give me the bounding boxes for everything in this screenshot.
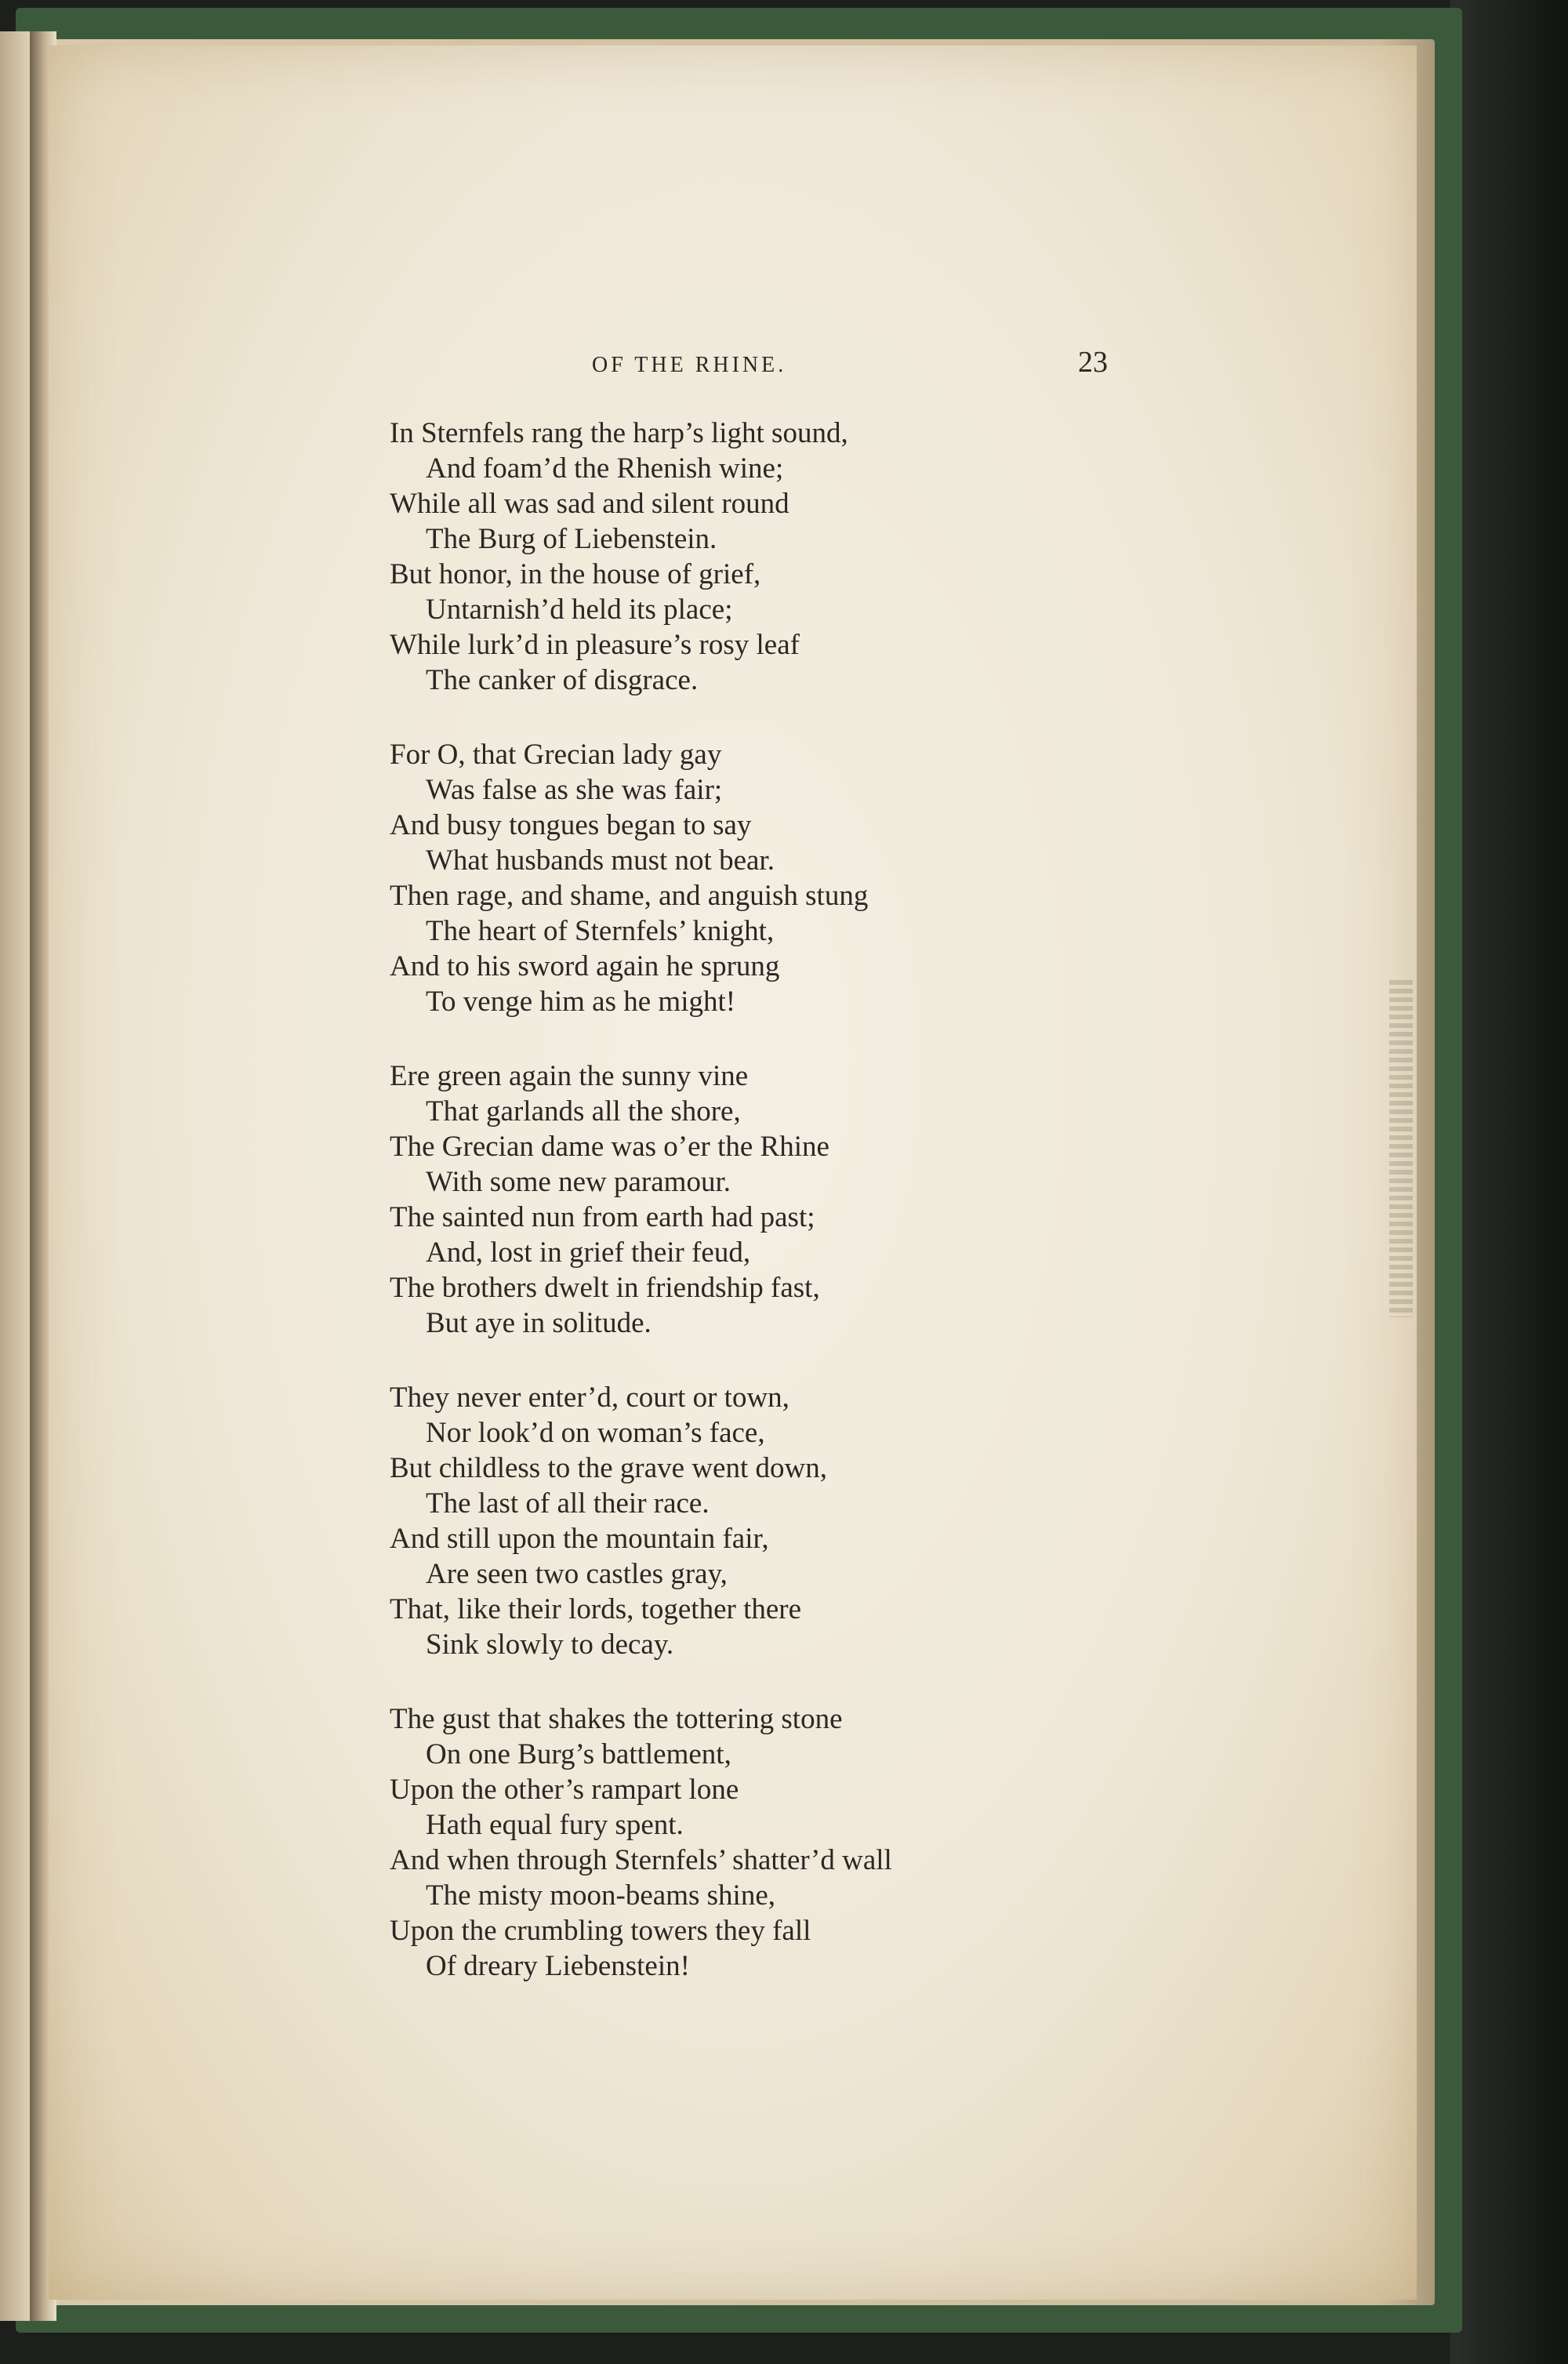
- stanza: [390, 737, 1095, 1019]
- poem-line: The sainted nun from earth had past;: [390, 1201, 815, 1233]
- poem-line: Upon the crumbling towers they fall: [390, 1915, 811, 1947]
- poem-line: But honor, in the house of grief,: [390, 558, 761, 590]
- poem-line: And busy tongues began to say: [390, 809, 752, 841]
- poem-line: The last of all their race.: [426, 1487, 710, 1520]
- poem-line: Upon the other’s rampart lone: [390, 1774, 739, 1806]
- poem-line: And still upon the mountain fair,: [390, 1523, 769, 1555]
- poem-line: Are seen two castles gray,: [426, 1558, 728, 1590]
- stanza: [390, 1701, 1095, 1984]
- poem-line: That, like their lords, together there: [390, 1593, 802, 1625]
- poem-line: That garlands all the shore,: [426, 1095, 741, 1128]
- poem-line: The heart of Sternfels’ knight,: [426, 915, 775, 947]
- poem-line: The canker of disgrace.: [426, 664, 699, 696]
- poem-line: Was false as she was fair;: [426, 774, 723, 806]
- running-title: OF THE RHINE.: [592, 353, 787, 377]
- poem-line: And when through Sternfels’ shatter’d wall: [390, 1844, 892, 1876]
- poem-line: They never enter’d, court or town,: [390, 1382, 789, 1414]
- poem-line: While all was sad and silent round: [390, 488, 789, 520]
- poem-line: The Burg of Liebenstein.: [426, 523, 717, 555]
- poem-line: But childless to the grave went down,: [390, 1452, 827, 1484]
- stanza: [390, 1380, 1095, 1662]
- poem-line: Untarnish’d held its place;: [426, 594, 733, 626]
- poem-line: The brothers dwelt in friendship fast,: [390, 1272, 820, 1304]
- stanza: [390, 1059, 1095, 1341]
- poem-line: For O, that Grecian lady gay: [390, 739, 722, 771]
- poem-line: Of dreary Liebenstein!: [426, 1950, 690, 1982]
- poem-line: On one Burg’s battlement,: [426, 1738, 731, 1770]
- poem-line: Ere green again the sunny vine: [390, 1060, 749, 1092]
- poem-line: While lurk’d in pleasure’s rosy leaf: [390, 629, 800, 661]
- poem-line: Then rage, and shame, and anguish stung: [390, 880, 869, 912]
- poem-line: Hath equal fury spent.: [426, 1809, 684, 1841]
- poem-line: Nor look’d on woman’s face,: [426, 1417, 765, 1449]
- poem-line: The Grecian dame was o’er the Rhine: [390, 1131, 829, 1163]
- poem-line: And, lost in grief their feud,: [426, 1236, 751, 1269]
- poem-line: Sink slowly to decay.: [426, 1629, 674, 1661]
- background-surface: [1450, 0, 1568, 2364]
- poem-line: And to his sword again he sprung: [390, 950, 780, 982]
- poem-line: With some new paramour.: [426, 1166, 731, 1198]
- page-number: 23: [1078, 346, 1108, 379]
- poem-line: The gust that shakes the tottering stone: [390, 1703, 843, 1735]
- poem-line: The misty moon-beams shine,: [426, 1879, 775, 1912]
- poem-line: What husbands must not bear.: [426, 844, 775, 877]
- poem-line: To venge him as he might!: [426, 986, 736, 1018]
- faint-imprint: [1389, 980, 1413, 1317]
- poem: [390, 416, 1095, 2023]
- stanza: [390, 416, 1095, 698]
- poem-line: And foam’d the Rhenish wine;: [426, 452, 784, 485]
- poem-line: In Sternfels rang the harp’s light sound,: [390, 417, 848, 449]
- poem-line: But aye in solitude.: [426, 1307, 652, 1339]
